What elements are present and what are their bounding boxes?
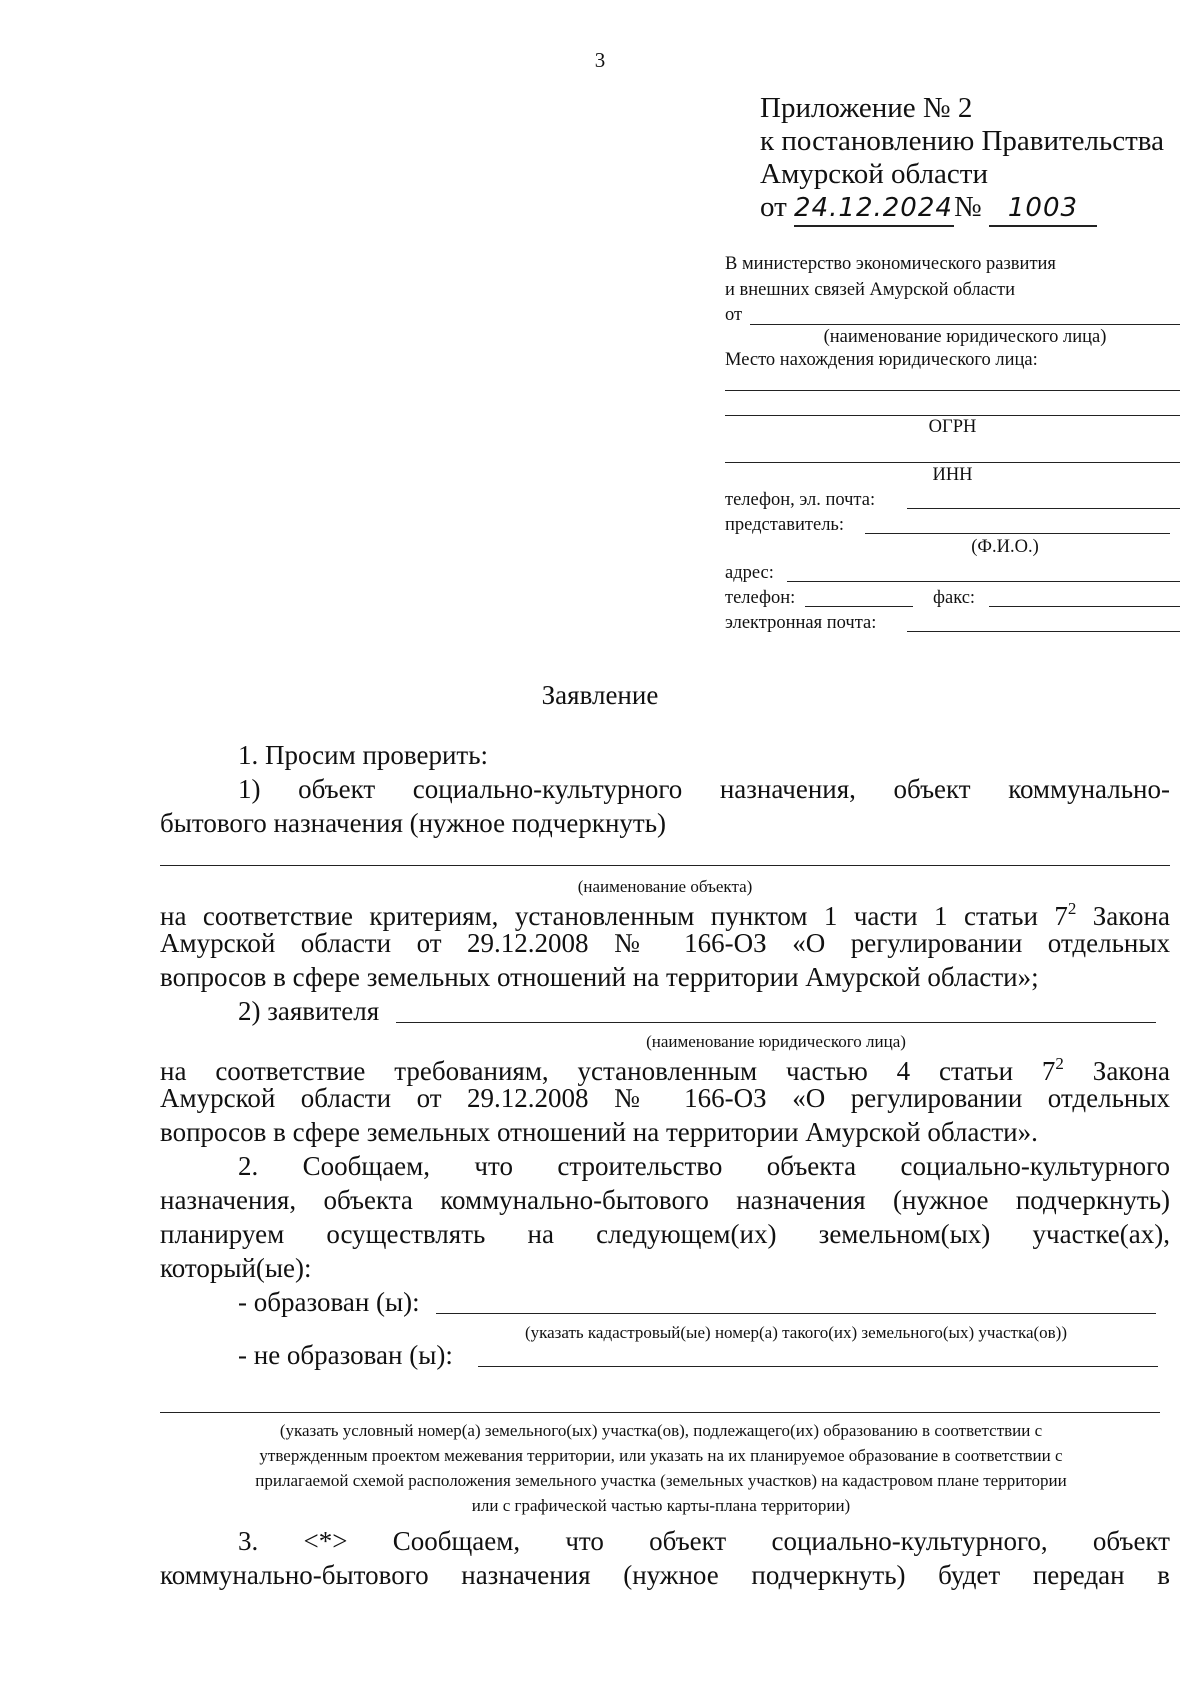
from-label: от	[725, 305, 743, 325]
page-number: 3	[594, 48, 606, 72]
email-field[interactable]	[907, 611, 1180, 632]
paragraph-2-line4: который(ые):	[160, 1253, 312, 1283]
formed-label: - образован (ы):	[238, 1287, 420, 1317]
document-title: Заявление	[541, 680, 659, 710]
formed-field[interactable]	[436, 1293, 1156, 1314]
appendix-line3: Амурской области	[760, 158, 988, 190]
not-formed-caption-line3: прилагаемой схемой расположения земельного участка (земельных участков) на кадастровом плане территории	[255, 1471, 1067, 1490]
criteria-line2: Амурской области от 29.12.2008 № 166-ОЗ «О регулировании отдельных	[160, 928, 1170, 958]
recipient-block	[725, 0, 1180, 640]
not-formed-label: - не образован (ы):	[238, 1340, 453, 1370]
not-formed-caption-line1: (указать условный номер(а) земельного(ых) участка(ов), подлежащего(их) образованию в соответствии с	[279, 1421, 1043, 1440]
criteria-line1-text: на соответствие критериям, установленным пунктом 1 части 1 статьи 7	[160, 901, 1068, 931]
address-label: адрес:	[725, 563, 774, 583]
appendix-title: Приложение № 2	[760, 92, 973, 124]
paragraph-3-line1: 3. <*> Сообщаем, что объект социально-культурного, объект	[238, 1526, 1170, 1556]
handwritten-date: 24.12.2024	[794, 193, 953, 223]
legal-entity-caption: (наименование юридического лица)	[823, 327, 1107, 347]
requirements-line1-text: на соответствие требованиям, установленным частью 4 статьи 7	[160, 1056, 1056, 1086]
fio-caption: (Ф.И.О.)	[971, 537, 1039, 557]
not-formed-caption-line4: или с графической частью карты-плана территории)	[471, 1496, 851, 1515]
criteria-line3: вопросов в сфере земельных отношений на территории Амурской области»;	[160, 962, 1039, 992]
fax-field[interactable]	[989, 586, 1180, 607]
location-field-2[interactable]	[725, 395, 1180, 416]
requirements-superscript: 2	[1055, 1054, 1064, 1073]
not-formed-field-2[interactable]	[160, 1392, 1160, 1413]
criteria-line1-end: Закона	[1076, 901, 1170, 931]
phone-label: телефон:	[725, 588, 796, 608]
applicant-caption: (наименование юридического лица)	[646, 1032, 906, 1051]
object-name-field[interactable]	[160, 845, 1170, 866]
paragraph-1-1-line1: 1) объект социально-культурного назначения, объект коммунально-	[238, 774, 1170, 804]
paragraph-1-2-label: 2) заявителя	[238, 996, 380, 1026]
location-field-1[interactable]	[725, 370, 1180, 391]
ogrn-label: ОГРН	[928, 417, 977, 437]
requirements-line3: вопросов в сфере земельных отношений на территории Амурской области».	[160, 1117, 1038, 1147]
paragraph-2-line3: планируем осуществлять на следующем(их) земельном(ых) участке(ах),	[160, 1219, 1170, 1249]
object-name-caption: (наименование объекта)	[577, 877, 753, 896]
requirements-line2: Амурской области от 29.12.2008 № 166-ОЗ «О регулировании отдельных	[160, 1083, 1170, 1113]
legal-entity-field[interactable]	[750, 302, 1180, 325]
recipient-line2: и внешних связей Амурской области	[725, 280, 1015, 300]
address-field[interactable]	[787, 561, 1180, 582]
representative-field[interactable]	[865, 513, 1170, 534]
fax-label: факс:	[933, 588, 976, 608]
formed-caption: (указать кадастровый(ые) номер(а) такого(их) земельного(ых) участка(ов))	[524, 1323, 1068, 1342]
not-formed-field-1[interactable]	[478, 1346, 1158, 1367]
paragraph-1-1-line2: бытового назначения (нужное подчеркнуть)	[160, 808, 667, 838]
representative-label: представитель:	[725, 515, 845, 535]
location-label: Место нахождения юридического лица:	[725, 350, 1038, 370]
paragraph-3-line2: коммунально-бытового назначения (нужное подчеркнуть) будет передан в	[160, 1560, 1170, 1590]
handwritten-number: 1003	[1007, 193, 1079, 223]
recipient-line1: В министерство экономического развития	[725, 254, 1056, 274]
not-formed-caption	[156, 1418, 1166, 1518]
phone-field[interactable]	[805, 586, 913, 607]
not-formed-caption-line2: утвержденным проектом межевания территории, или указать на их планируемое образование в соответствии с	[259, 1446, 1063, 1465]
inn-label: ИНН	[932, 465, 973, 485]
number-sign: №	[954, 191, 982, 223]
paragraph-1-intro: 1. Просим проверить:	[238, 740, 489, 770]
requirements-line1-end: Закона	[1063, 1056, 1170, 1086]
applicant-field[interactable]	[396, 1002, 1156, 1023]
appendix-line2: к постановлению Правительства	[760, 125, 1164, 157]
criteria-superscript: 2	[1067, 899, 1077, 918]
date-prefix: от	[760, 191, 787, 223]
phone-email-label: телефон, эл. почта:	[725, 490, 876, 510]
ogrn-field[interactable]	[725, 442, 1180, 463]
phone-email-field[interactable]	[907, 488, 1180, 509]
email-label: электронная почта:	[725, 613, 877, 633]
paragraph-2-line2: назначения, объекта коммунально-бытового назначения (нужное подчеркнуть)	[160, 1185, 1170, 1215]
paragraph-2-line1: 2. Сообщаем, что строительство объекта социально-культурного	[238, 1151, 1170, 1181]
